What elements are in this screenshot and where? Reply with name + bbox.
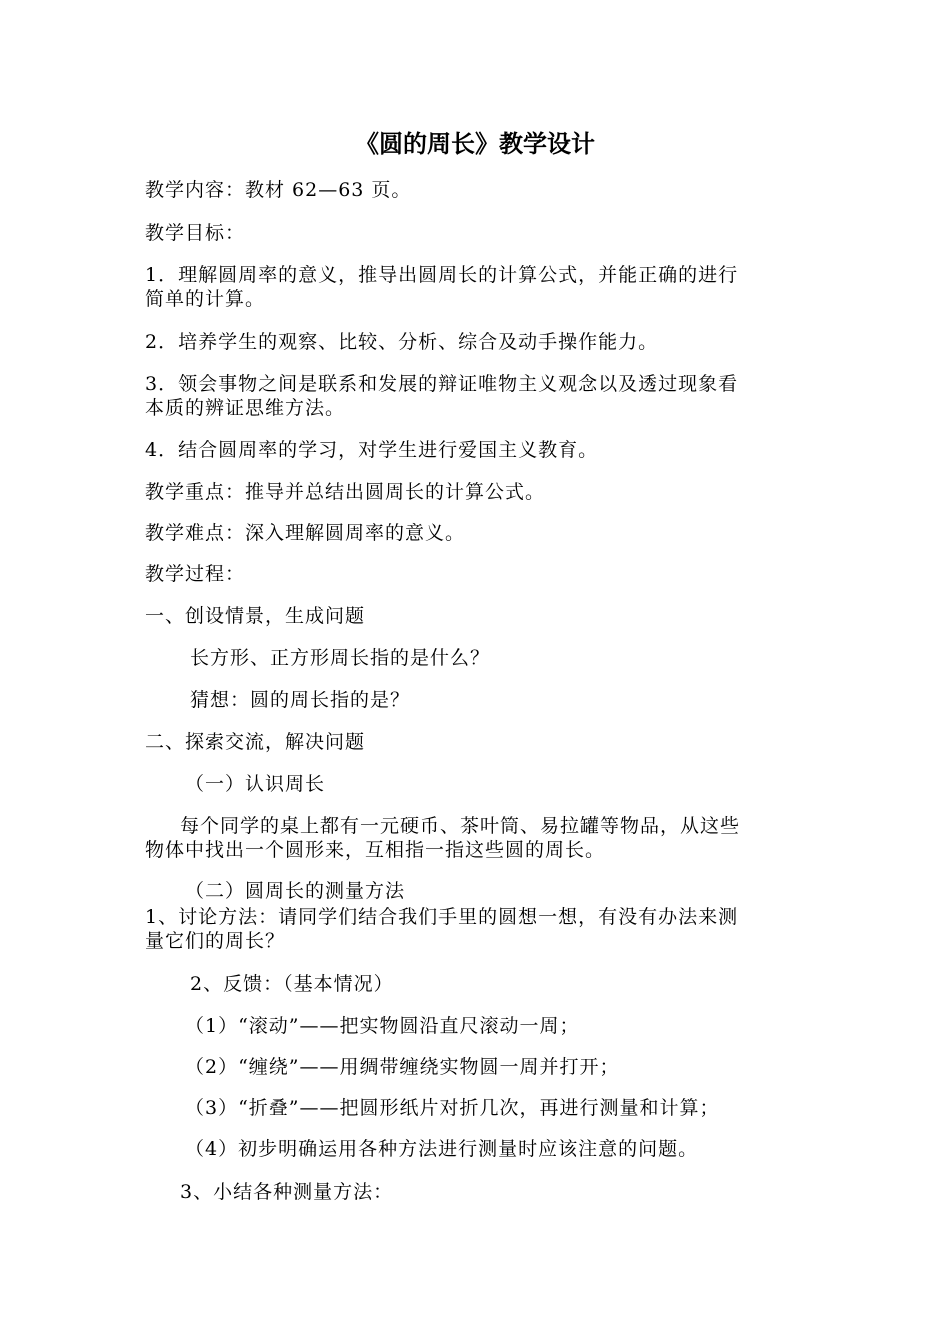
objective-1-line-2: 简单的计算。: [145, 288, 266, 310]
feedback-item-2: （2）“缠绕”——用绸带缠绕实物圆一周并打开；: [185, 1056, 620, 1078]
objective-4: 4．结合圆周率的学习，对学生进行爱国主义教育。: [145, 439, 599, 461]
document-title: 《圆的周长》教学设计: [355, 130, 595, 158]
subsection-2-heading: （二）圆周长的测量方法: [185, 880, 406, 902]
objective-2: 2．培养学生的观察、比较、分析、综合及动手操作能力。: [145, 331, 659, 353]
section-1-heading: 一、创设情景，生成问题: [145, 605, 366, 627]
discussion-line-1: 1、讨论方法：请同学们结合我们手里的圆想一想，有没有办法来测: [145, 906, 739, 928]
section-1-question-2: 猜想：圆的周长指的是？: [190, 689, 411, 711]
feedback-item-3: （3）“折叠”——把圆形纸片对折几次，再进行测量和计算；: [185, 1097, 720, 1119]
objective-1-line-1: 1．理解圆周率的意义，推导出圆周长的计算公式，并能正确的进行: [145, 264, 739, 286]
feedback-heading: 2、反馈：（基本情况）: [190, 973, 394, 995]
discussion-line-2: 量它们的周长？: [145, 930, 286, 952]
subsection-1-para-line-1: 每个同学的桌上都有一元硬币、茶叶筒、易拉罐等物品，从这些: [180, 815, 741, 837]
feedback-item-1: （1）“滚动”——把实物圆沿直尺滚动一周；: [185, 1015, 580, 1037]
difficult-point: 教学难点：深入理解圆周率的意义。: [145, 522, 466, 544]
subsection-1-para-line-2: 物体中找出一个圆形来，互相指一指这些圆的周长。: [145, 839, 606, 861]
objective-3-line-2: 本质的辨证思维方法。: [145, 397, 346, 419]
objectives-heading: 教学目标：: [145, 222, 246, 244]
feedback-item-4: （4）初步明确运用各种方法进行测量时应该注意的问题。: [185, 1138, 699, 1160]
section-1-question-1: 长方形、正方形周长指的是什么？: [190, 647, 491, 669]
objective-3-line-1: 3．领会事物之间是联系和发展的辩证唯物主义观念以及透过现象看: [145, 373, 739, 395]
key-point: 教学重点：推导并总结出圆周长的计算公式。: [145, 481, 546, 503]
process-heading: 教学过程：: [145, 563, 246, 585]
summary-heading: 3、小结各种测量方法：: [180, 1181, 394, 1203]
subsection-1-heading: （一）认识周长: [185, 773, 326, 795]
teaching-content: 教学内容：教材 62—63 页。: [145, 179, 412, 201]
section-2-heading: 二、探索交流，解决问题: [145, 731, 366, 753]
